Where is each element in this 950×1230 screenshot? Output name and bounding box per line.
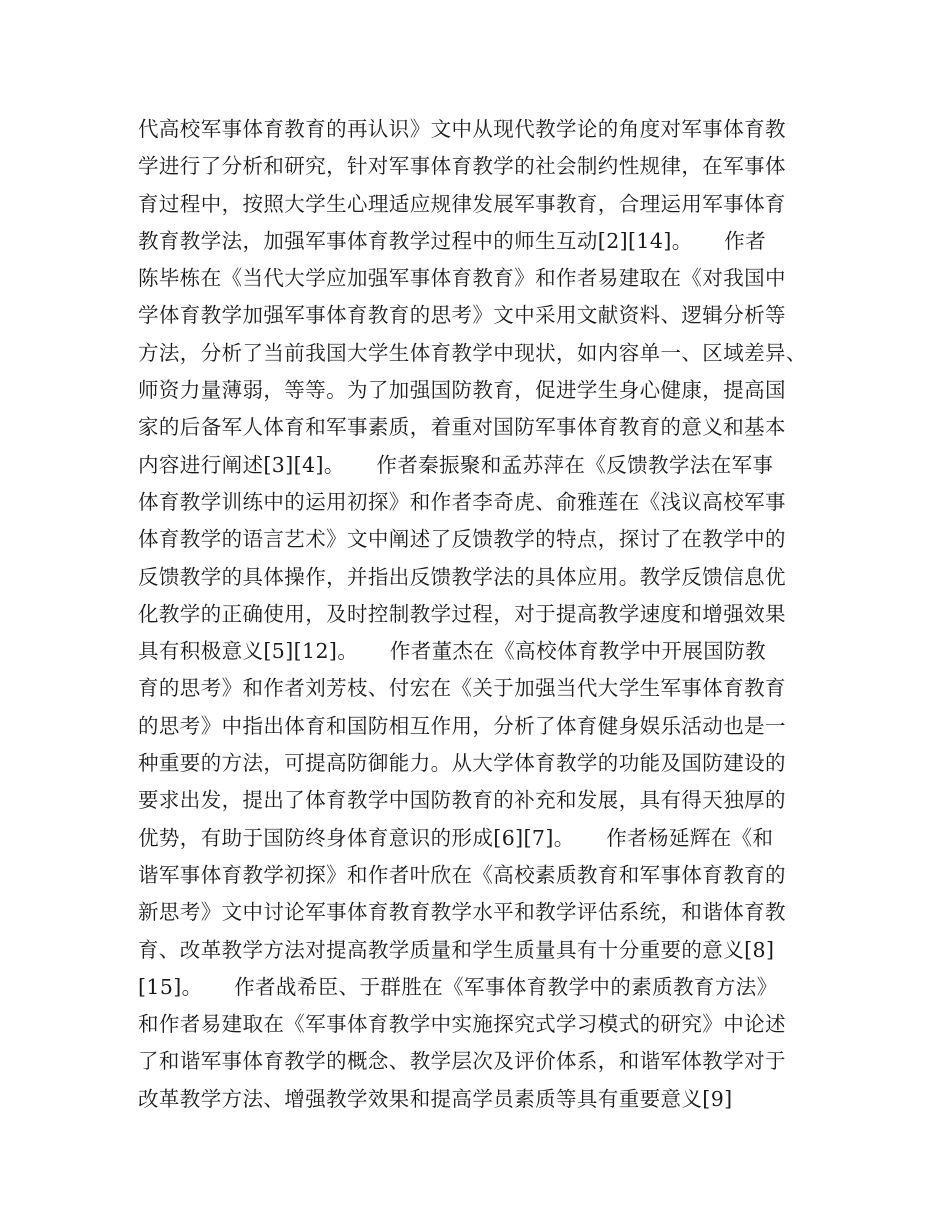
body-paragraph bbox=[138, 111, 818, 1118]
text-line: 新思考》文中讨论军事体育教育教学水平和教学评估系统，和谐体育教 bbox=[138, 900, 786, 925]
text-line: 体育教学训练中的运用初探》和作者李奇虎、俞雅莲在《浅议高校军事 bbox=[138, 489, 786, 514]
text-line: 内容进行阐述[3][4]。 作者秦振聚和孟苏萍在《反馈教学法在军事 bbox=[138, 452, 774, 477]
text-line: 和作者易建取在《军事体育教学中实施探究式学习模式的研究》中论述 bbox=[138, 1012, 786, 1037]
text-line: 谐军事体育教学初探》和作者叶欣在《高校素质教育和军事体育教育的 bbox=[138, 862, 786, 887]
text-line: 体育教学的语言艺术》文中阐述了反馈教学的特点，探讨了在教学中的 bbox=[138, 527, 786, 552]
text-line: 要求出发，提出了体育教学中国防教育的补充和发展，具有得天独厚的 bbox=[138, 788, 786, 813]
text-line: 方法，分析了当前我国大学生体育教学中现状，如内容单一、区域差异、 bbox=[138, 340, 807, 365]
text-line: 学体育教学加强军事体育教育的思考》文中采用文献资料、逻辑分析等 bbox=[138, 303, 786, 328]
text-line: 种重要的方法，可提高防御能力。从大学体育教学的功能及国防建设的 bbox=[138, 751, 786, 776]
text-line: 育的思考》和作者刘芳枝、付宏在《关于加强当代大学生军事体育教育 bbox=[138, 676, 786, 701]
text-line: [15]。 作者战希臣、于群胜在《军事体育教学中的素质教育方法》 bbox=[138, 974, 778, 999]
text-line: 反馈教学的具体操作，并指出反馈教学法的具体应用。教学反馈信息优 bbox=[138, 564, 786, 589]
text-line: 育、改革教学方法对提高教学质量和学生质量具有十分重要的意义[8] bbox=[138, 937, 775, 962]
text-line: 优势，有助于国防终身体育意识的形成[6][7]。 作者杨延辉在《和 bbox=[138, 825, 774, 850]
text-line: 师资力量薄弱，等等。为了加强国防教育，促进学生身心健康，提高国 bbox=[138, 378, 786, 403]
text-line: 教育教学法，加强军事体育教学过程中的师生互动[2][14]。 作者 bbox=[138, 228, 766, 253]
text-line: 学进行了分析和研究，针对军事体育教学的社会制约性规律，在军事体 bbox=[138, 154, 786, 179]
text-line: 陈毕栋在《当代大学应加强军事体育教育》和作者易建取在《对我国中 bbox=[138, 266, 786, 291]
text-line: 具有积极意义[5][12]。 作者董杰在《高校体育教学中开展国防教 bbox=[138, 639, 766, 664]
text-line: 了和谐军事体育教学的概念、教学层次及评价体系，和谐军体教学对于 bbox=[138, 1049, 786, 1074]
text-line: 家的后备军人体育和军事素质，着重对国防军事体育教育的意义和基本 bbox=[138, 415, 786, 440]
text-line: 改革教学方法、增强教学效果和提高学员素质等具有重要意义[9] bbox=[138, 1086, 733, 1111]
text-line: 化教学的正确使用，及时控制教学过程，对于提高教学速度和增强效果 bbox=[138, 601, 786, 626]
text-line: 代高校军事体育教育的再认识》文中从现代教学论的角度对军事体育教 bbox=[138, 117, 786, 141]
text-line: 的思考》中指出体育和国防相互作用，分析了体育健身娱乐活动也是一 bbox=[138, 713, 786, 738]
text-line: 育过程中，按照大学生心理适应规律发展军事教育，合理运用军事体育 bbox=[138, 191, 786, 216]
